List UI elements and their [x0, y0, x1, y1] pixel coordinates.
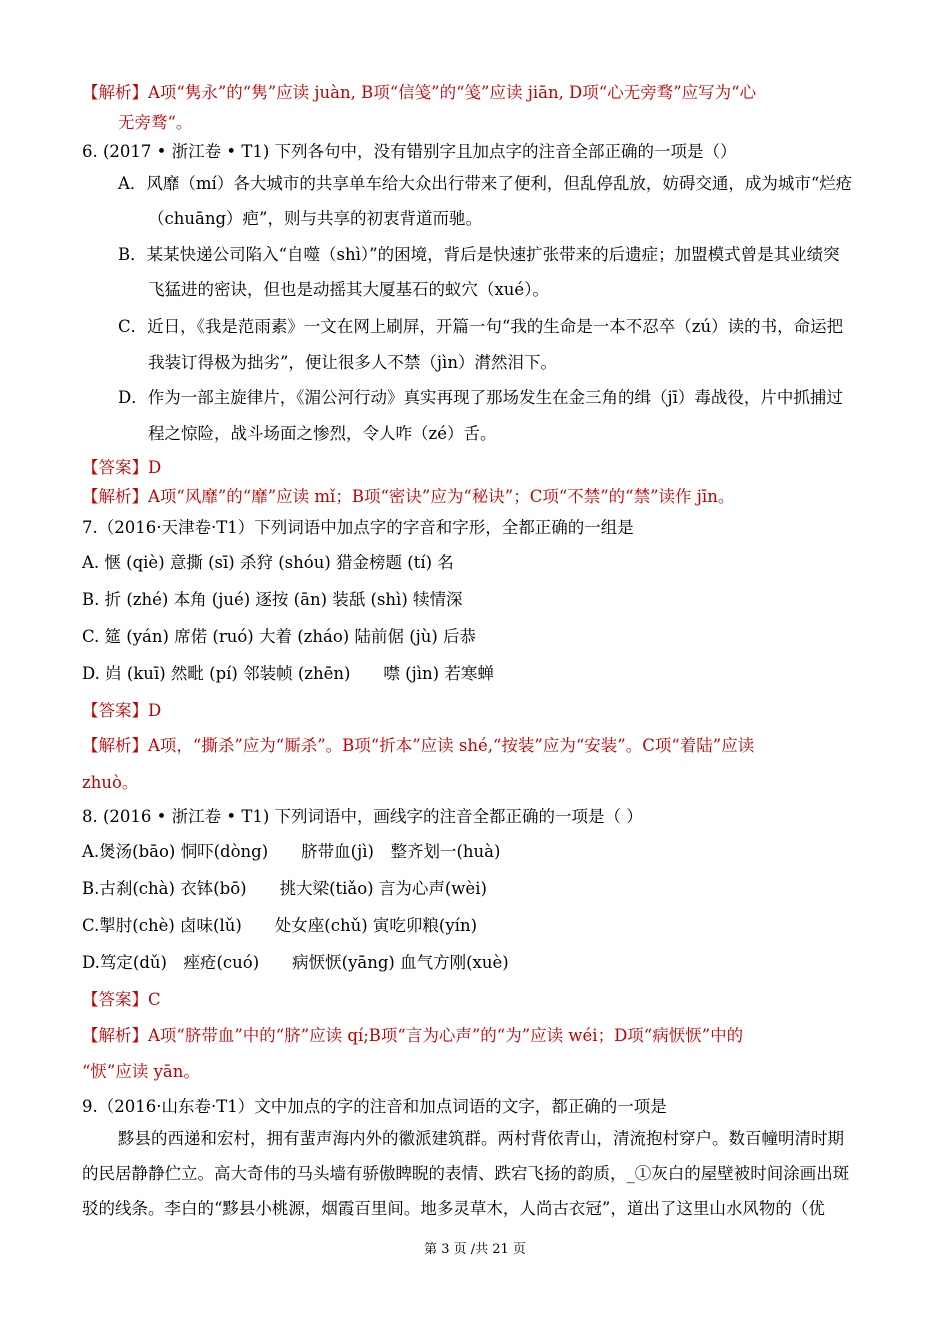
text-line: A.煲汤(bāo) 恫吓(dòng) 脐带血(jì) 整齐划一(huà)	[82, 842, 501, 861]
text-line: 【答案】D	[82, 458, 162, 477]
text-line: 【答案】C	[82, 990, 161, 1009]
text-line: 的民居静静伫立。高大奇伟的马头墙有骄傲睥睨的表情、跌宕飞扬的韵质，_①灰白的屋壁被时间涂画出斑	[82, 1164, 850, 1183]
text-line: D．作为一部主旋律片，《湄公河行动》真实再现了那场发生在金三角的缉（jī）毒战役，片中抓捕过	[118, 388, 843, 407]
text-line: 【解析】A项，“撕杀”应为“厮杀”。B项“折本”应读 shé,“按装”应为“安装”。C项“着陆”应读	[82, 736, 755, 755]
text-line: D.笃定(dǔ) 痤疮(cuó) 病恹恹(yāng) 血气方刚(xuè)	[82, 953, 509, 972]
text-line: B. 折 (zhé) 本角 (jué) 逐按 (ān) 装舐 (shì) 犊情深	[82, 590, 463, 609]
text-line: 【解析】A项“脐带血”中的“脐”应读 qí;B项“言为心声”的“为”应读 wéi；D项“病恹恹”中的	[82, 1026, 744, 1045]
text-line: 9.（2016·山东卷·T1）文中加点的字的注音和加点词语的文字，都正确的一项是	[82, 1097, 667, 1116]
text-line: 黟县的西递和宏村，拥有蜚声海内外的徽派建筑群。两村背依青山，清流抱村穿户。数百幢明清时期	[118, 1129, 844, 1148]
text-line: （chuāng）疤”，则与共享的初衷背道而驰。	[148, 209, 482, 228]
text-line: 我装订得极为拙劣”，便让很多人不禁（jìn）潸然泪下。	[148, 353, 557, 372]
text-line: zhuò。	[82, 773, 139, 792]
text-line: 无旁骛“。	[118, 113, 193, 132]
text-line: C.掣肘(chè) 卤味(lǔ) 处女座(chǔ) 寅吃卯粮(yín)	[82, 916, 478, 935]
text-line: 【解析】A项“隽永”的“隽”应读 juàn, B项“信笺”的“笺”应读 jiān, D项“心无旁骛”应写为“心	[82, 83, 757, 102]
text-line: B.古刹(chà) 衣钵(bō) 挑大梁(tiǎo) 言为心声(wèi)	[82, 879, 487, 898]
page-footer: 第 3 页 /共 21 页	[424, 1242, 526, 1257]
text-line: 程之惊险，战斗场面之惨烈，令人咋（zé）舌。	[148, 424, 497, 443]
text-line: D. 岿 (kuī) 然毗 (pí) 邻装帧 (zhēn) 噤 (jìn) 若寒蝉	[82, 664, 494, 683]
text-line: 7.（2016·天津卷·T1）下列词语中加点字的字音和字形，全都正确的一组是	[82, 518, 634, 537]
text-line: C．近日，《我是范雨素》一文在网上刷屏，开篇一句“我的生命是一本不忍卒（zú）读的书，命运把	[118, 317, 844, 336]
text-line: B．某某快递公司陷入“自噬（shì）”的困境，背后是快速扩张带来的后遗症；加盟模式曾是其业绩突	[118, 245, 840, 264]
text-line: 驳的线条。李白的“黟县小桃源，烟霞百里间。地多灵草木，人尚古衣冠”，道出了这里山水风物的（优	[82, 1199, 825, 1218]
text-line: A. 惬 (qiè) 意撕 (sī) 杀狩 (shóu) 猎金榜题 (tí) 名	[82, 553, 454, 572]
text-line: 【解析】A项“风靡”的“靡”应读 mǐ；B项“密诀”应为“秘诀”；C项“不禁”的“禁”读作 jīn。	[82, 487, 735, 506]
text-line: 飞猛进的密诀，但也是动摇其大厦基石的蚁穴（xué）。	[148, 280, 549, 299]
text-line: 8. (2016 • 浙江卷 • T1) 下列词语中，画线字的注音全都正确的一项是（ ）	[82, 807, 643, 826]
text-line: C. 筵 (yán) 席偌 (ruó) 大着 (zháo) 陆前倨 (jù) 后恭	[82, 627, 477, 646]
text-line: A．风靡（mí）各大城市的共享单车给大众出行带来了便利，但乱停乱放，妨碍交通，成为城市“烂疮	[118, 174, 853, 193]
text-line: “恹”应读 yān。	[82, 1062, 200, 1081]
text-line: 6. (2017 • 浙江卷 • T1) 下列各句中，没有错别字且加点字的注音全部正确的一项是（）	[82, 142, 737, 161]
text-line: 【答案】D	[82, 701, 162, 720]
